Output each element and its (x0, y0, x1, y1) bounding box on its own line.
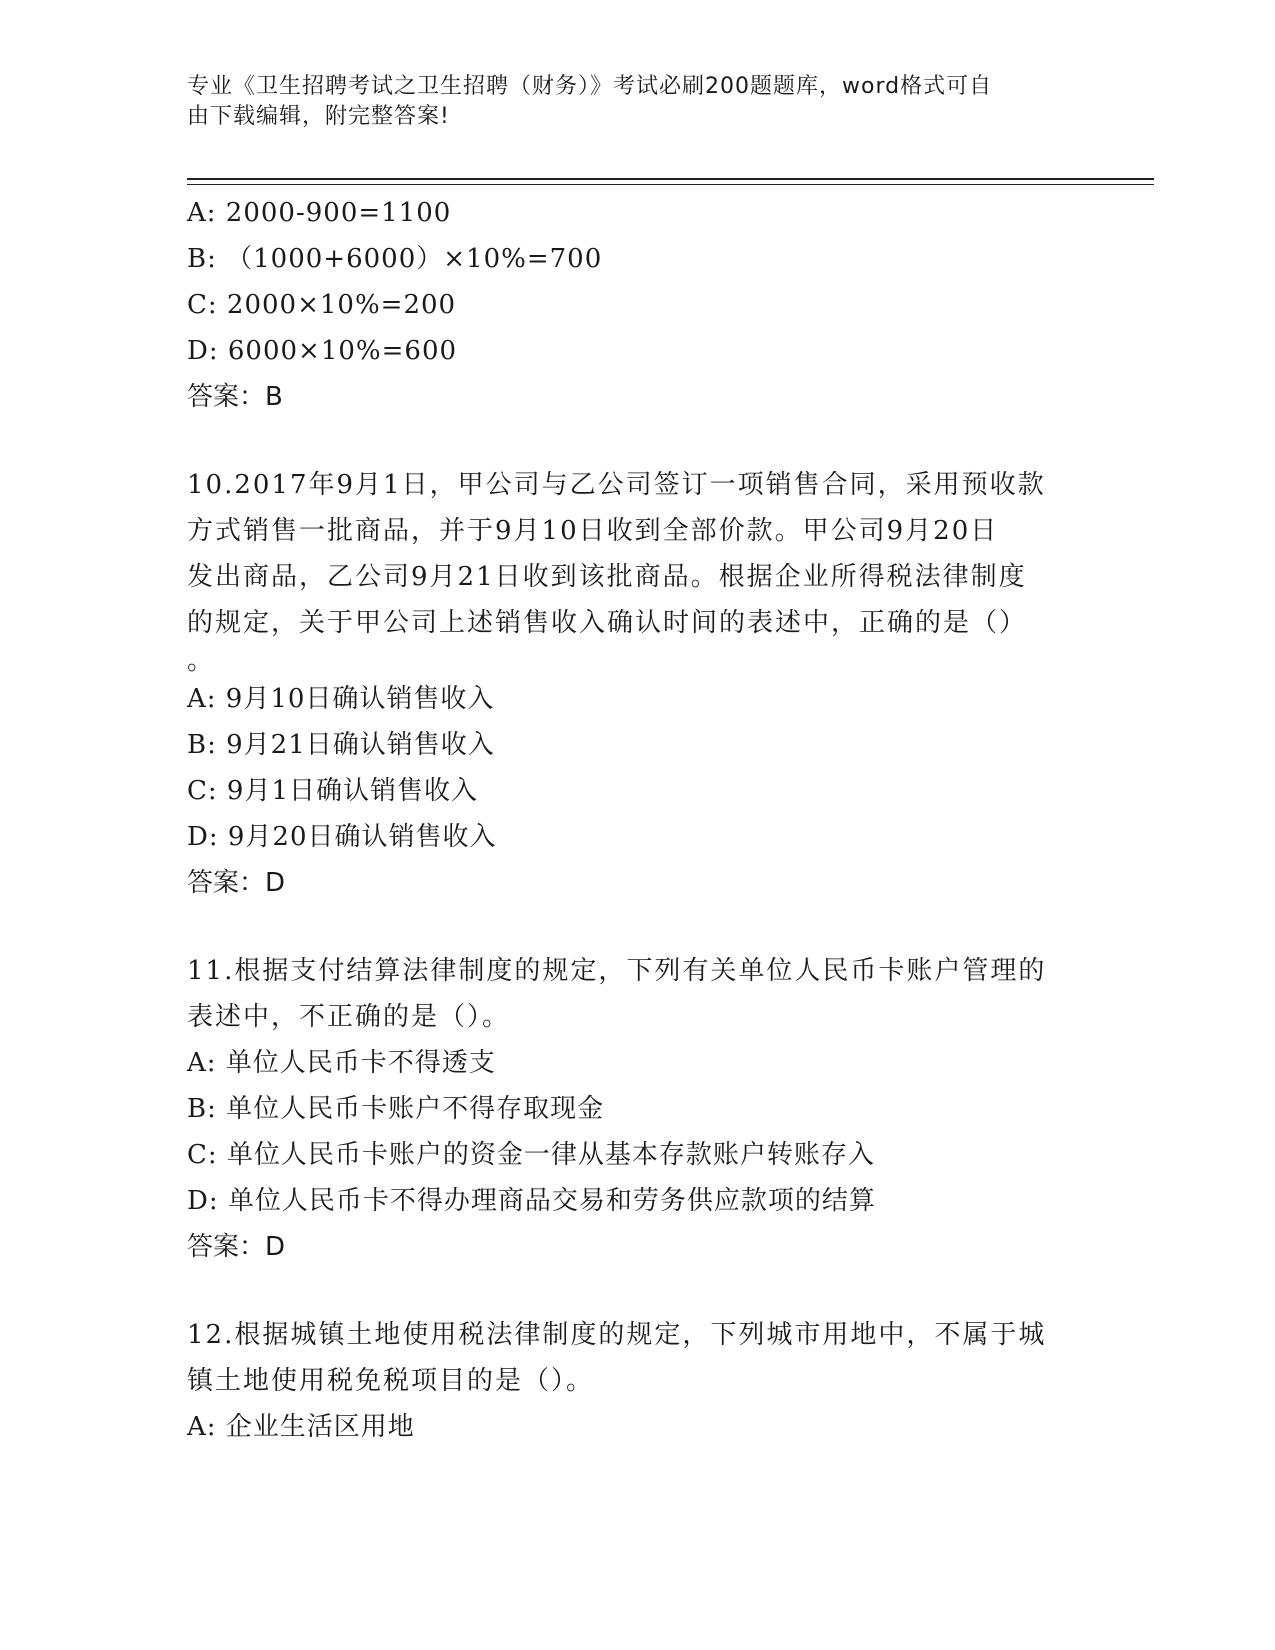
question-text-line: 的规定，关于甲公司上述销售收入确认时间的表述中，正确的是（） (187, 608, 1028, 638)
header-line-1: 专业《卫生招聘考试之卫生招聘（财务）》考试必刷200题题库，word格式可自 (187, 74, 993, 99)
option-d: D: 6000×10%=600 (187, 336, 458, 366)
question-9 (187, 190, 1087, 420)
option-c: C: 9月1日确认销售收入 (187, 776, 479, 806)
question-list (187, 190, 1087, 1450)
question-text-line: 发出商品，乙公司9月21日收到该批商品。根据企业所得税法律制度 (187, 562, 1027, 592)
question-text-line: 表述中，不正确的是（）。 (187, 1002, 511, 1032)
question-text-line: 10.2017年9月1日，甲公司与乙公司签订一项销售合同，采用预收款 (187, 470, 1046, 500)
document-header (187, 72, 1087, 132)
option-d: D: 单位人民币卡不得办理商品交易和劳务供应款项的结算 (187, 1186, 876, 1216)
option-c: C: 2000×10%=200 (187, 290, 457, 320)
option-a: A: 2000-900=1100 (187, 198, 452, 228)
question-text-line: 方式销售一批商品，并于9月10日收到全部价款。甲公司9月20日 (187, 516, 999, 546)
question-10 (187, 462, 1087, 906)
header-line-2: 由下载编辑，附完整答案! (187, 104, 450, 129)
question-text-line: 11.根据支付结算法律制度的规定，下列有关单位人民币卡账户管理的 (187, 956, 1047, 986)
header-divider-thin (187, 184, 1154, 185)
question-text-line: 镇土地使用税免税项目的是（）。 (187, 1366, 595, 1396)
option-c: C: 单位人民币卡账户的资金一律从基本存款账户转账存入 (187, 1140, 875, 1170)
answer: 答案：D (187, 1232, 286, 1262)
question-text-line: 12.根据城镇土地使用税法律制度的规定，下列城市用地中，不属于城 (187, 1320, 1047, 1350)
question-12 (187, 1312, 1087, 1450)
answer: 答案：D (187, 868, 286, 898)
answer: 答案：B (187, 382, 283, 412)
question-text-line: 。 (187, 646, 214, 676)
option-a: A: 企业生活区用地 (187, 1412, 415, 1442)
option-b: B: （1000+6000）×10%=700 (187, 244, 603, 274)
header-divider-thick (187, 178, 1154, 180)
option-b: B: 9月21日确认销售收入 (187, 730, 495, 760)
option-a: A: 单位人民币卡不得透支 (187, 1048, 496, 1078)
option-d: D: 9月20日确认销售收入 (187, 822, 497, 852)
option-a: A: 9月10日确认销售收入 (187, 684, 495, 714)
option-b: B: 单位人民币卡账户不得存取现金 (187, 1094, 605, 1124)
question-11 (187, 948, 1087, 1270)
